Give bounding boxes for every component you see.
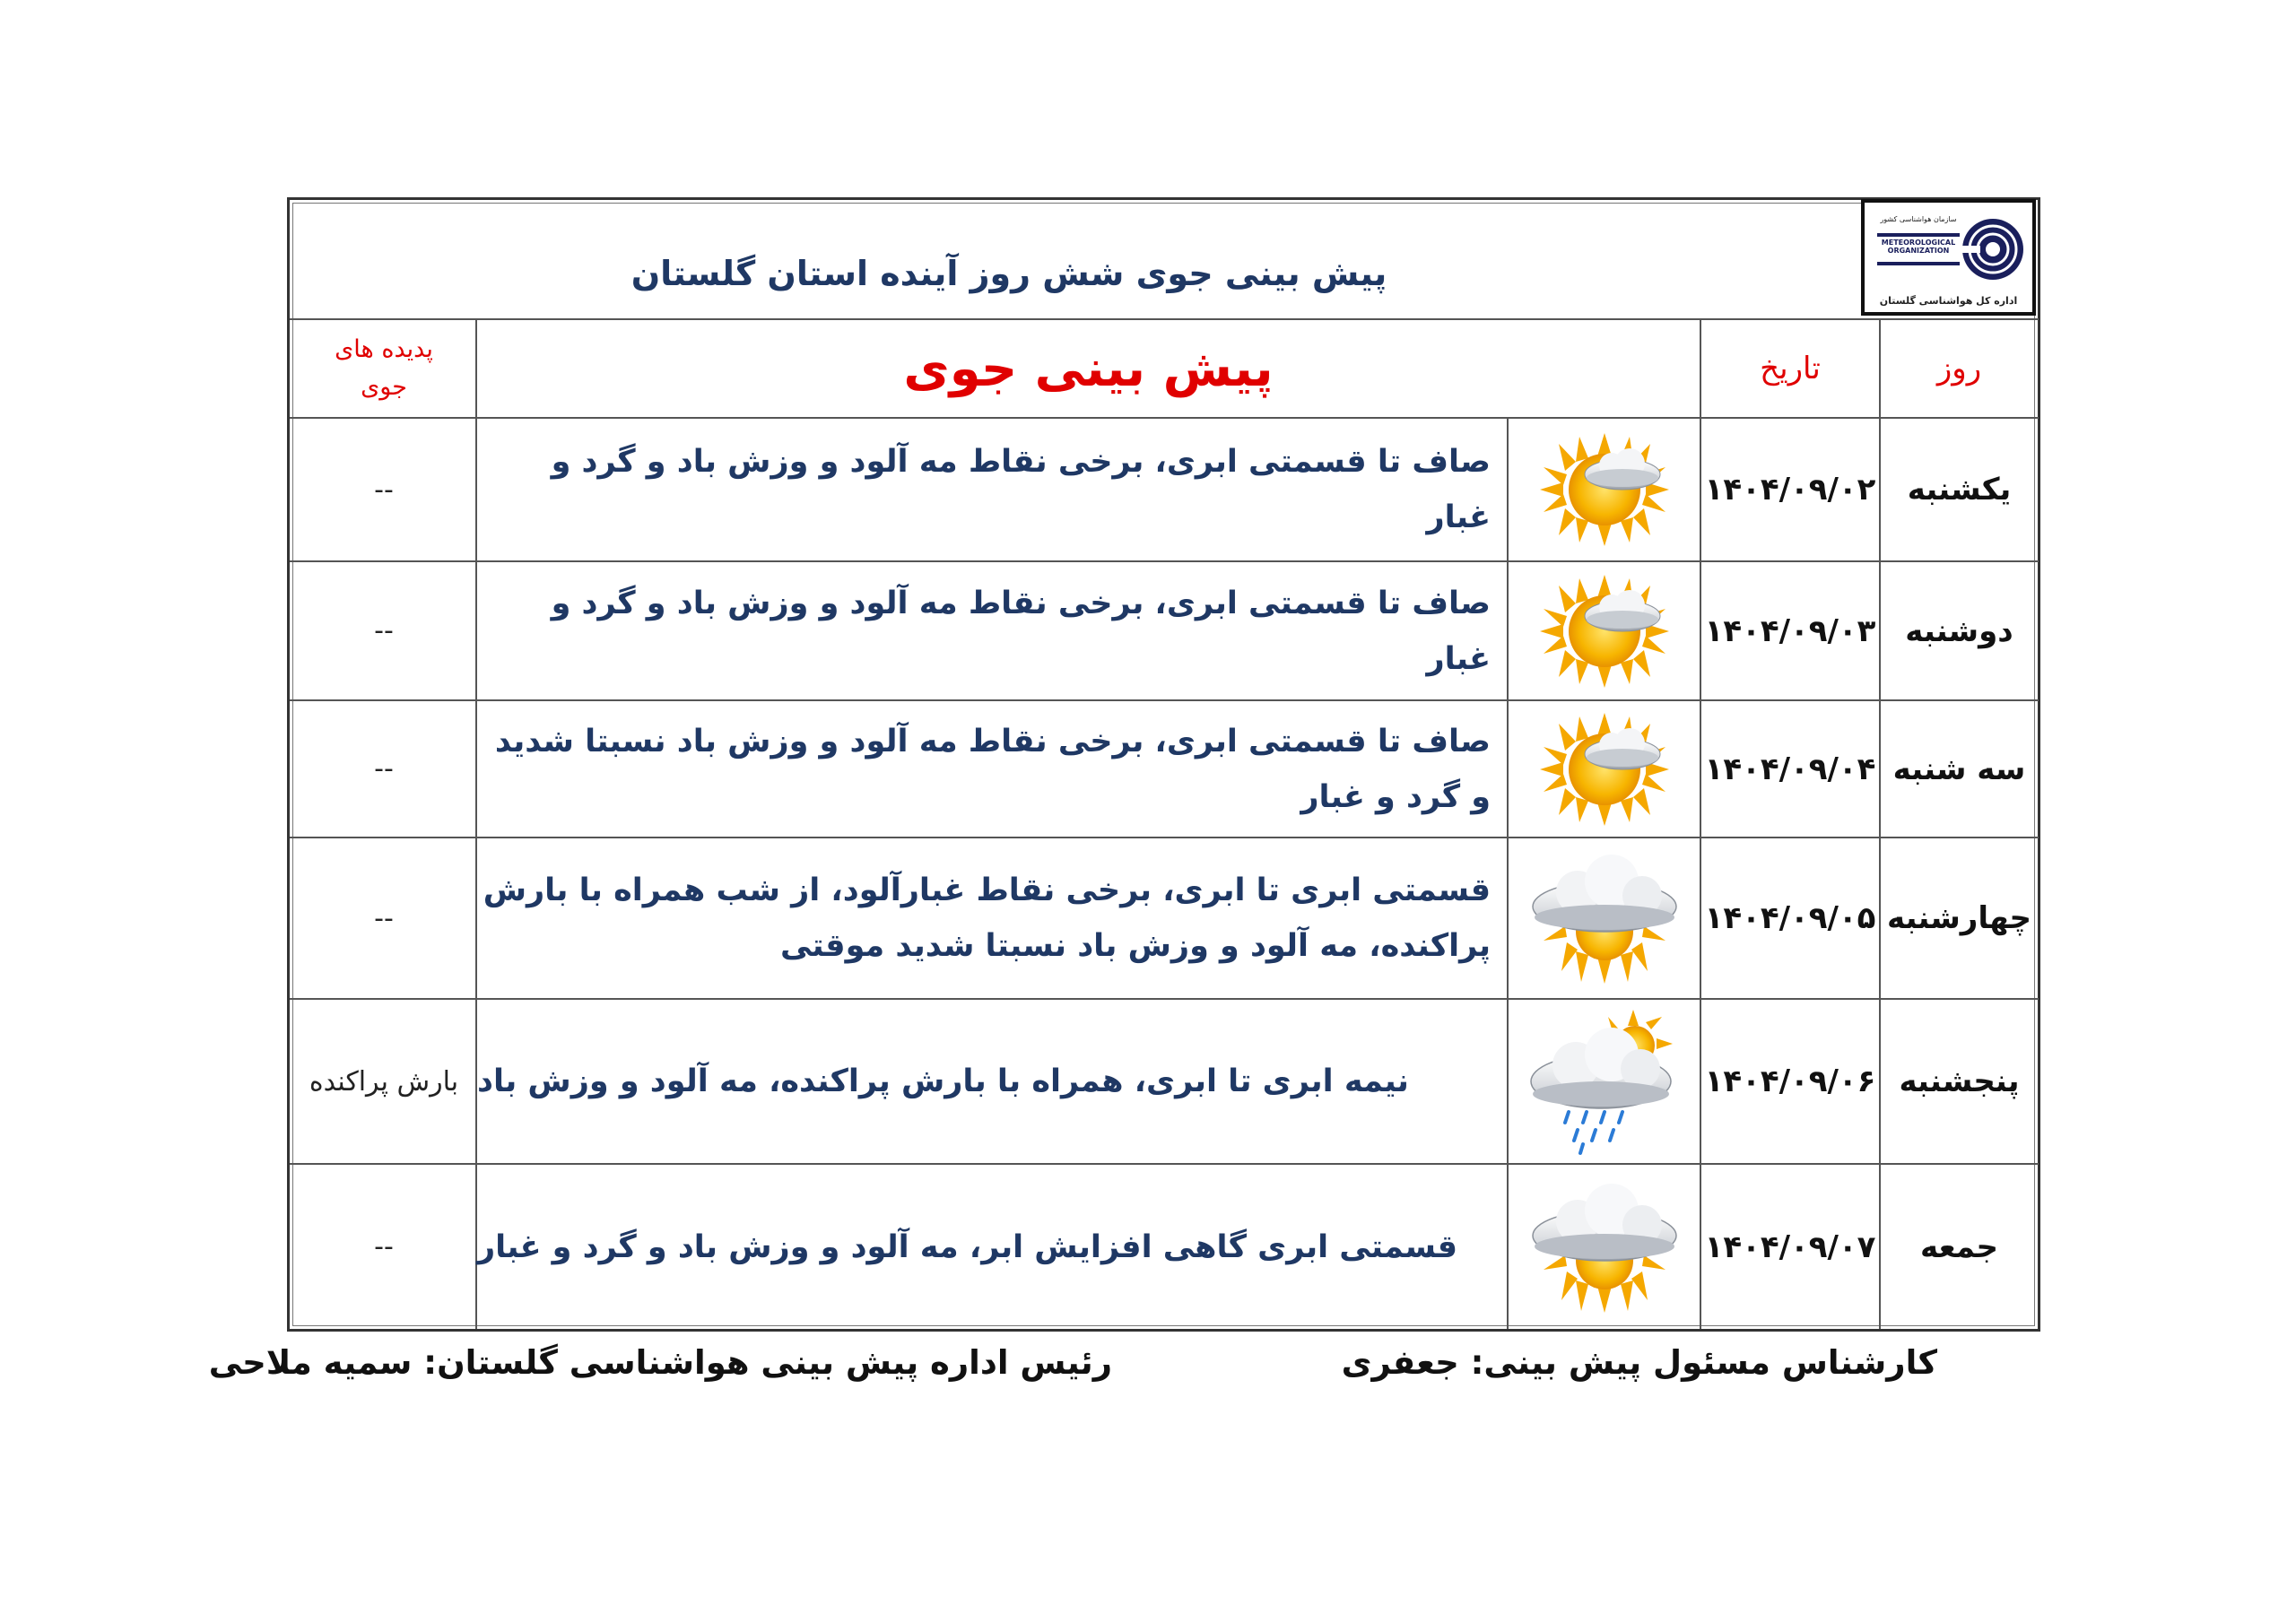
row-forecast: قسمتی ابری گاهی افزایش ابر، مه آلود و وزش باد و گرد و غبار	[477, 1228, 1457, 1265]
header-phenomena-line1: پدیده های	[335, 335, 433, 363]
row-day: دوشنبه	[1905, 612, 2013, 649]
header-day: روز	[1936, 351, 1982, 386]
row-day: جمعه	[1919, 1228, 1999, 1265]
row-day: سه شنبه	[1892, 751, 2026, 787]
row-date: ۱۴۰۴/۰۹/۰۷	[1704, 1228, 1876, 1265]
partly-cloudy-sun-icon	[1509, 419, 1700, 560]
row-date: ۱۴۰۴/۰۹/۰۲	[1704, 472, 1876, 508]
row-forecast: صاف تا قسمتی ابری، برخی نقاط مه آلود و وزش باد و گرد و غبار	[551, 444, 1491, 535]
cloudy-sun-icon	[1509, 1165, 1700, 1329]
row-phenomena: --	[374, 1231, 394, 1263]
row-forecast: نیمه ابری تا ابری، همراه با بارش پراکنده، مه آلود و وزش باد	[477, 1063, 1409, 1099]
row-phenomena: --	[374, 473, 394, 506]
row-forecast: صاف تا قسمتی ابری، برخی نقاط مه آلود و وزش باد نسبتا شدید و گرد و غبار	[494, 723, 1491, 815]
meteorological-organization-logo	[1861, 199, 2036, 316]
rain-cloud-sun-icon	[1509, 1000, 1700, 1163]
header-forecast: پیش بینی جوی	[903, 339, 1274, 398]
cloudy-sun-icon	[1509, 838, 1700, 998]
row-date: ۱۴۰۴/۰۹/۰۳	[1704, 612, 1876, 649]
logo-bottom-text: اداره کل هواشناسی گلستان	[1879, 295, 2018, 307]
header-date: تاریخ	[1760, 351, 1821, 386]
row-day: یکشنبه	[1907, 472, 2012, 508]
partly-cloudy-sun-icon	[1509, 701, 1700, 837]
row-date: ۱۴۰۴/۰۹/۰۴	[1704, 751, 1876, 787]
logo-top-text: سازمان هواشناسی کشور	[1880, 215, 1957, 223]
header-phenomena-line2: جوی	[361, 373, 407, 401]
row-forecast: صاف تا قسمتی ابری، برخی نقاط مه آلود و وزش باد و گرد و غبار	[551, 585, 1491, 677]
row-phenomena: بارش پراکنده	[309, 1065, 459, 1098]
row-phenomena: --	[374, 753, 394, 785]
footer-expert: کارشناس مسئول پیش بینی: جعفری	[1341, 1343, 1937, 1382]
partly-cloudy-sun-icon	[1509, 562, 1700, 699]
row-day: پنجشنبه	[1899, 1063, 2020, 1099]
row-date: ۱۴۰۴/۰۹/۰۶	[1704, 1063, 1876, 1099]
page-title: پیش بینی جوی شش روز آینده استان گلستان	[631, 254, 1387, 293]
row-phenomena: --	[374, 902, 394, 934]
row-phenomena: --	[374, 615, 394, 647]
logo-mid-text: METEOROLOGICAL ORGANIZATION	[1881, 239, 1956, 255]
footer-head: رئیس اداره پیش بینی هواشناسی گلستان: سمیه ملاحی	[208, 1343, 1112, 1382]
header-phenomena	[292, 320, 475, 417]
row-date: ۱۴۰۴/۰۹/۰۵	[1704, 900, 1876, 936]
row-forecast: قسمتی ابری تا ابری، برخی نقاط غبارآلود، از شب همراه با بارش پراکنده، مه آلود و وزش باد نسبتا شدید موقتی	[483, 872, 1491, 964]
row-day: چهارشنبه	[1886, 900, 2032, 936]
